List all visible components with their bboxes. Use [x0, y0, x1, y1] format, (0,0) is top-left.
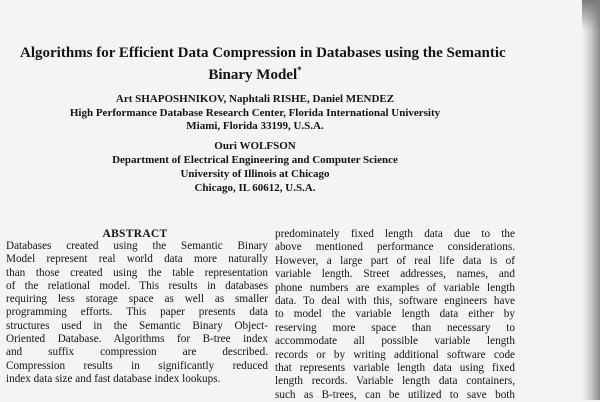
abstract-line: requiring less storage space as well as smaller: [6, 293, 268, 306]
abstract-line: Compression results in significantly reduced: [6, 359, 268, 372]
body-line: such as B-trees, can be utilized to save both: [275, 388, 515, 401]
body-line: variable length. Street addresses, names, and: [275, 268, 515, 281]
affiliation-2-line-3: Chicago, IL 60612, U.S.A.: [194, 182, 316, 194]
body-line: length records. Variable length data containers,: [275, 375, 515, 388]
authors-line-2: Ouri WOLFSON: [214, 140, 296, 152]
abstract-line: than those created using the table representation: [6, 266, 268, 279]
abstract-line: Model represent real world data more naturally: [6, 253, 268, 266]
abstract-line: index data size and fast database index lookups.: [6, 372, 221, 385]
body-text-right-column: [275, 228, 515, 402]
body-line: data. To deal with this, software engineers have: [275, 295, 515, 308]
abstract-text: [6, 240, 268, 386]
abstract-line: Databases created using the Semantic Binary: [6, 240, 268, 252]
author-block-2: [40, 139, 470, 195]
abstract-line: of the relational model. This results in databases: [6, 279, 268, 292]
abstract-line: structures used in the Semantic Binary Object-: [6, 319, 268, 332]
body-line: reserving more space than necessary to: [275, 321, 515, 334]
title-line-1: Algorithms for Efficient Data Compression in Databases using the Semantic: [20, 45, 506, 61]
affiliation-2-line-2: University of Illinois at Chicago: [180, 168, 330, 180]
body-line: to model the variable length data either by: [275, 308, 515, 321]
affiliation-1-line-1: High Performance Database Research Center, Florida International University: [69, 106, 441, 119]
body-line: predominately fixed length data due to the: [275, 228, 515, 240]
author-block-1: [40, 93, 470, 134]
abstract-line: and suffix compression are described.: [6, 346, 268, 359]
authors-line-1: Art SHAPOSHNIKOV, Naphtali RISHE, Daniel MENDEZ: [115, 93, 395, 105]
paper-title: [20, 45, 506, 84]
body-line: However, a large part of real life data is of: [275, 254, 515, 267]
title-line-2: [20, 62, 490, 84]
abstract-heading: ABSTRACT: [102, 228, 168, 240]
body-line: accommodate all possible variable length: [275, 335, 515, 348]
body-line: above mentioned performance considerations.: [275, 241, 515, 254]
body-line: that represents variable length data using fixed: [275, 362, 515, 375]
affiliation-1-line-2: Miami, Florida 33199, U.S.A.: [186, 120, 324, 132]
abstract-line: Oriented Database. Algorithms for B-tree index: [6, 333, 268, 346]
body-line: records or by writing additional software code: [275, 348, 515, 361]
abstract-line: programming efforts. This paper presents data: [6, 306, 268, 319]
title-line-2-text: Binary Model: [208, 67, 298, 83]
scan-page-edge: [582, 0, 600, 400]
title-footnote-mark: *: [297, 65, 302, 75]
body-line: phone numbers are examples of variable length: [275, 281, 515, 294]
scan-page-edge-shadow: [582, 0, 600, 30]
affiliation-2-line-1: Department of Electrical Engineering and Computer Science: [112, 154, 398, 166]
